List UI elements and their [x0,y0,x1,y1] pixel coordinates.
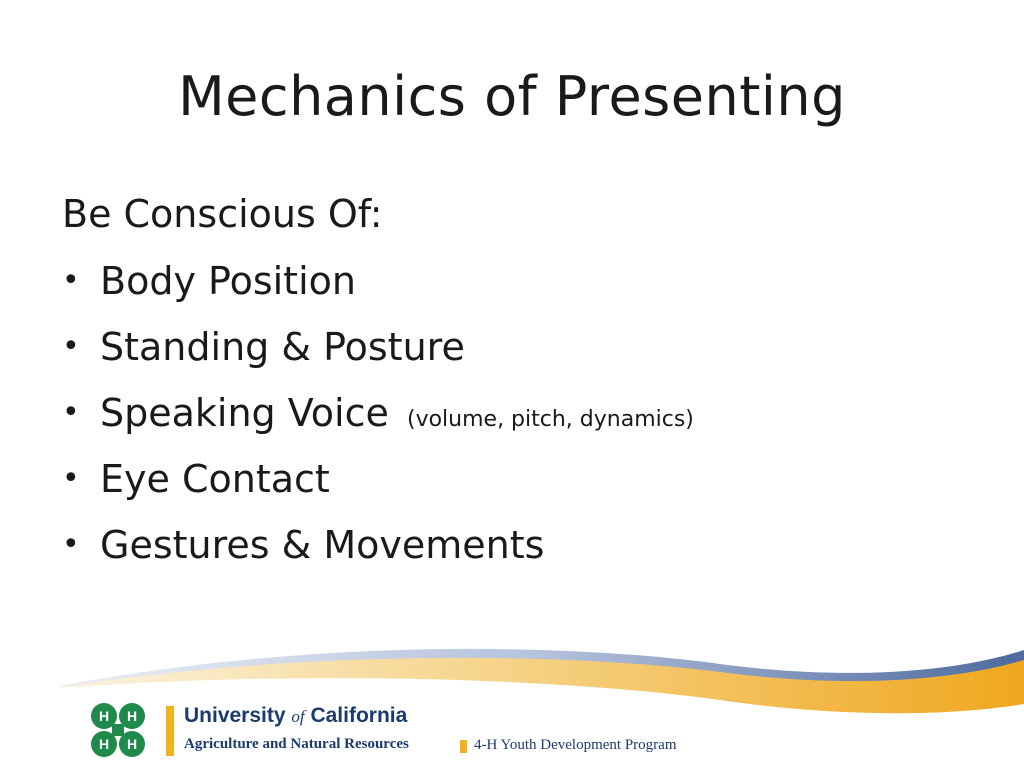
bullet-icon: • [62,461,80,496]
bullet-item [62,512,962,578]
intro-text: Be Conscious Of: [62,192,383,236]
bullet-icon: • [62,329,80,364]
bullet-icon: • [62,527,80,562]
bullet-icon: • [62,395,80,430]
university-prefix: University [184,704,292,727]
bullet-text: Standing & Posture [100,325,465,369]
4-h-clover-icon [88,700,148,760]
slide-body [62,184,962,578]
clover-center [112,724,124,736]
university-of: of [291,707,305,726]
slide-title: Mechanics of Presenting [178,65,846,128]
university-name [184,704,407,728]
uc-logo-bar [166,706,174,756]
clover-letter: H [98,708,110,724]
bullet-icon: • [62,263,80,298]
bullet-item [62,314,962,380]
clover-letter: H [126,736,138,752]
clover-letter: H [126,708,138,724]
footer [0,690,1024,768]
bullet-text: Body Position [100,259,356,303]
bullet-item [62,446,962,512]
bullet-item [62,380,962,446]
bullet-text: Speaking Voice [100,391,389,435]
bullet-list [62,248,962,578]
university-suffix: California [304,704,408,727]
bullet-note: (volume, pitch, dynamics) [406,407,694,432]
bullet-text: Gestures & Movements [100,523,545,567]
bullet-text: Eye Contact [100,457,330,501]
division-name: Agriculture and Natural Resources [184,736,409,752]
clover-letter: H [98,736,110,752]
program-name: 4-H Youth Development Program [474,737,677,753]
bullet-item [62,248,962,314]
program-marker [460,740,467,753]
